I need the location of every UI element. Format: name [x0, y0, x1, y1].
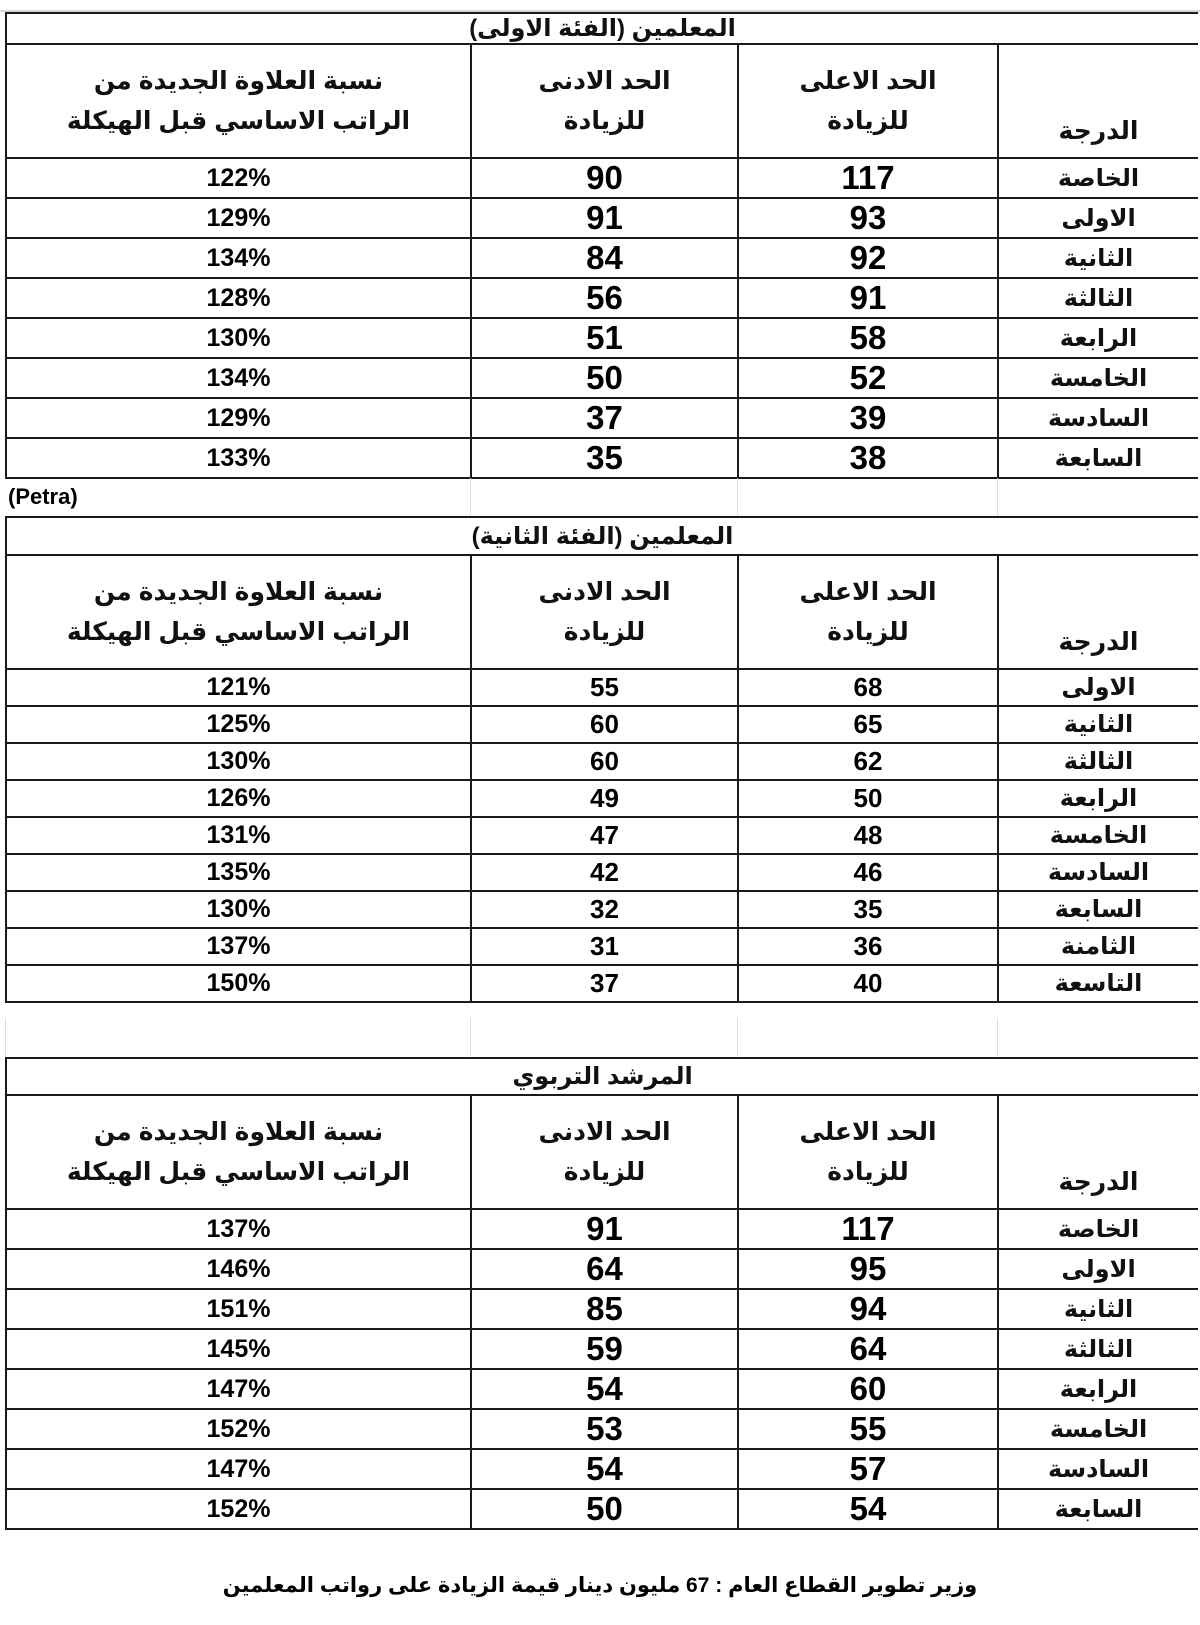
table-title: المعلمين (الفئة الثانية): [6, 517, 1198, 555]
header-row: [6, 555, 1198, 669]
table-row: 151% 85 94 الثانية: [6, 1289, 1198, 1329]
table-row: 135% 42 46 السادسة: [6, 854, 1198, 891]
table-row: 152% 53 55 الخامسة: [6, 1409, 1198, 1449]
table-row: 147% 54 57 السادسة: [6, 1449, 1198, 1489]
header-row: [6, 44, 1198, 158]
table-row: 129% 91 93 الاولى: [6, 198, 1198, 238]
table-row: 130% 60 62 الثالثة: [6, 743, 1198, 780]
caption-headline: وزير تطوير القطاع العام : 67 مليون دينار قيمة الزيادة على رواتب المعلمين: [222, 1574, 978, 1597]
grid-guide: [470, 1018, 471, 1058]
table-row: 121% 55 68 الاولى: [6, 669, 1198, 706]
table-row: 137% 31 36 الثامنة: [6, 928, 1198, 965]
header-min-increase: الحد الادنى للزيادة: [471, 1095, 738, 1209]
table-row: 137% 91 117 الخاصة: [6, 1209, 1198, 1249]
grid-guide: [5, 1018, 6, 1058]
table-row: 129% 37 39 السادسة: [6, 398, 1198, 438]
header-max-increase: الحد الاعلى للزيادة: [738, 555, 998, 669]
table-teachers-category-1: [5, 12, 1197, 479]
table-row: 145% 59 64 الثالثة: [6, 1329, 1198, 1369]
table-teachers-category-2: [5, 516, 1197, 1003]
header-max-increase: الحد الاعلى للزيادة: [738, 1095, 998, 1209]
header-min-increase: الحد الادنى للزيادة: [471, 44, 738, 158]
header-grade: الدرجة: [998, 44, 1198, 158]
table-educational-counselor: [5, 1057, 1197, 1530]
header-min-increase: الحد الادنى للزيادة: [471, 555, 738, 669]
table-title: المرشد التربوي: [6, 1058, 1198, 1095]
grid-guide: [997, 1018, 998, 1058]
header-max-increase: الحد الاعلى للزيادة: [738, 44, 998, 158]
table-row: 134% 50 52 الخامسة: [6, 358, 1198, 398]
table-row: 147% 54 60 الرابعة: [6, 1369, 1198, 1409]
table-row: 150% 37 40 التاسعة: [6, 965, 1198, 1002]
table-row: 130% 51 58 الرابعة: [6, 318, 1198, 358]
table-row: 152% 50 54 السابعة: [6, 1489, 1198, 1529]
table-row: 130% 32 35 السابعة: [6, 891, 1198, 928]
header-ratio: نسبة العلاوة الجديدة من الراتب الاساسي قبل الهيكلة: [6, 555, 471, 669]
header-ratio: نسبة العلاوة الجديدة من الراتب الاساسي قبل الهيكلة: [6, 1095, 471, 1209]
header-row: [6, 1095, 1198, 1209]
table-row: 125% 60 65 الثانية: [6, 706, 1198, 743]
table-row: 126% 49 50 الرابعة: [6, 780, 1198, 817]
grid-guide: [470, 478, 471, 517]
table-title: المعلمين (الفئة الاولى): [6, 13, 1198, 44]
header-ratio: نسبة العلاوة الجديدة من الراتب الاساسي قبل الهيكلة: [6, 44, 471, 158]
table-row: 131% 47 48 الخامسة: [6, 817, 1198, 854]
table-row: 134% 84 92 الثانية: [6, 238, 1198, 278]
table-row: 128% 56 91 الثالثة: [6, 278, 1198, 318]
grid-guide: [737, 1018, 738, 1058]
header-grade: الدرجة: [998, 1095, 1198, 1209]
table-row: 133% 35 38 السابعة: [6, 438, 1198, 478]
table-row: 146% 64 95 الاولى: [6, 1249, 1198, 1289]
table-row: 122% 90 117 الخاصة: [6, 158, 1198, 198]
grid-guide: [997, 478, 998, 517]
source-label: (Petra): [8, 484, 78, 509]
header-grade: الدرجة: [998, 555, 1198, 669]
grid-guide: [737, 478, 738, 517]
